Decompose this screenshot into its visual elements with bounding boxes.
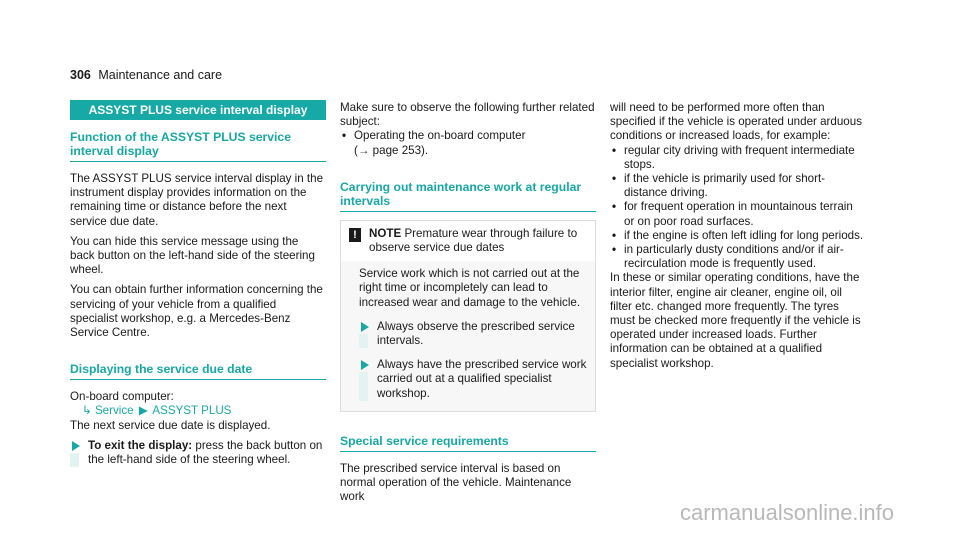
step-arrow-icon [361,322,369,332]
column-3 [610,101,866,371]
list-item: • in particularly dusty conditions and/or if air-recirculation mode is frequently used. [610,243,866,271]
paragraph: You can hide this service message using the back button on the left-hand side of the steering wheel. [70,234,315,277]
list-item: • if the vehicle is primarily used for short-distance driving. [610,172,866,200]
note-header [341,221,595,261]
note-body: Service work which is not carried out at the right time or incompletely can lead to increased wear and damage to the vehicle. Always observe the prescribed service intervals. Always have the prescribed service work carried out at a qualified specialist workshop. [341,261,595,411]
watermark: carmanualsonline.info [680,500,895,525]
list-item: • if the engine is often left idling for long periods. [610,229,866,243]
path-arrow-icon: ↳ [82,404,92,418]
paragraph: You can obtain further information concerning the servicing of your vehicle from a qualified specialist workshop, e.g. a Mercedes-Benz Service Centre. [70,283,323,340]
section-title: Maintenance and care [98,68,223,82]
column-2 [340,101,596,504]
paragraph: will need to be performed more often than specified if the vehicle is operated under arduous conditions or increased loads, for example: [610,101,862,143]
paragraph: The ASSYST PLUS service interval display in the instrument display provides information on the remaining time or distance before the next service due date. [70,172,324,228]
list-item: • regular city driving with frequent intermediate stops. [610,144,866,172]
instruction-step [70,439,326,467]
step-text: press the back button on the left-hand side of the steering wheel. [88,438,323,467]
heading-function: Function of the ASSYST PLUS service interval display [70,130,326,162]
step-arrow-icon [72,441,80,451]
list-item: • for frequent operation in mountainous terrain or on poor road surfaces. [610,200,866,228]
paragraph: Make sure to observe the following further related subject: [340,101,595,129]
menu-label: On-board computer: [70,390,174,404]
column-1 [70,100,326,467]
page-number: 306 [70,68,91,82]
note-title: NOTE [369,226,402,240]
step-arrow-icon [361,360,369,370]
paragraph: The prescribed service interval is based on normal operation of the vehicle. Maintenance work [340,461,572,504]
menu-path [70,404,326,418]
step-bold: To exit the display: [88,438,193,452]
list-item: • Operating the on-board computer (→ page 253). [340,129,596,157]
section-banner: ASSYST PLUS service interval display [70,100,326,120]
menu-path-assyst: ASSYST PLUS [152,404,232,418]
double-chevron-icon: ▶ [138,404,148,418]
heading-carrying: Carrying out maintenance work at regular intervals [340,180,596,212]
heading-special: Special service requirements [340,434,596,452]
warning-icon: ! [349,228,361,242]
page-header [70,68,222,82]
paragraph: In these or similar operating conditions, have the interior filter, engine air cleaner, engine oil, oil filter etc. changed more frequently. The tyres must be checked more frequently if the vehicle is operated under increased loads. Further information can be obtained at a qualified specialist workshop. [610,271,861,370]
page-reference: (→ page 253). [354,143,429,157]
note-subtitle: Premature wear through failure to observe service due dates [369,226,578,255]
instruction-step: Always have the prescribed service work carried out at a qualified specialist workshop. [359,358,587,401]
menu-path-service: Service [94,404,134,418]
note-box [340,220,596,412]
paragraph: The next service due date is displayed. [70,418,271,432]
instruction-step: Always observe the prescribed service intervals. [359,320,587,348]
heading-display: Displaying the service due date [70,362,326,380]
